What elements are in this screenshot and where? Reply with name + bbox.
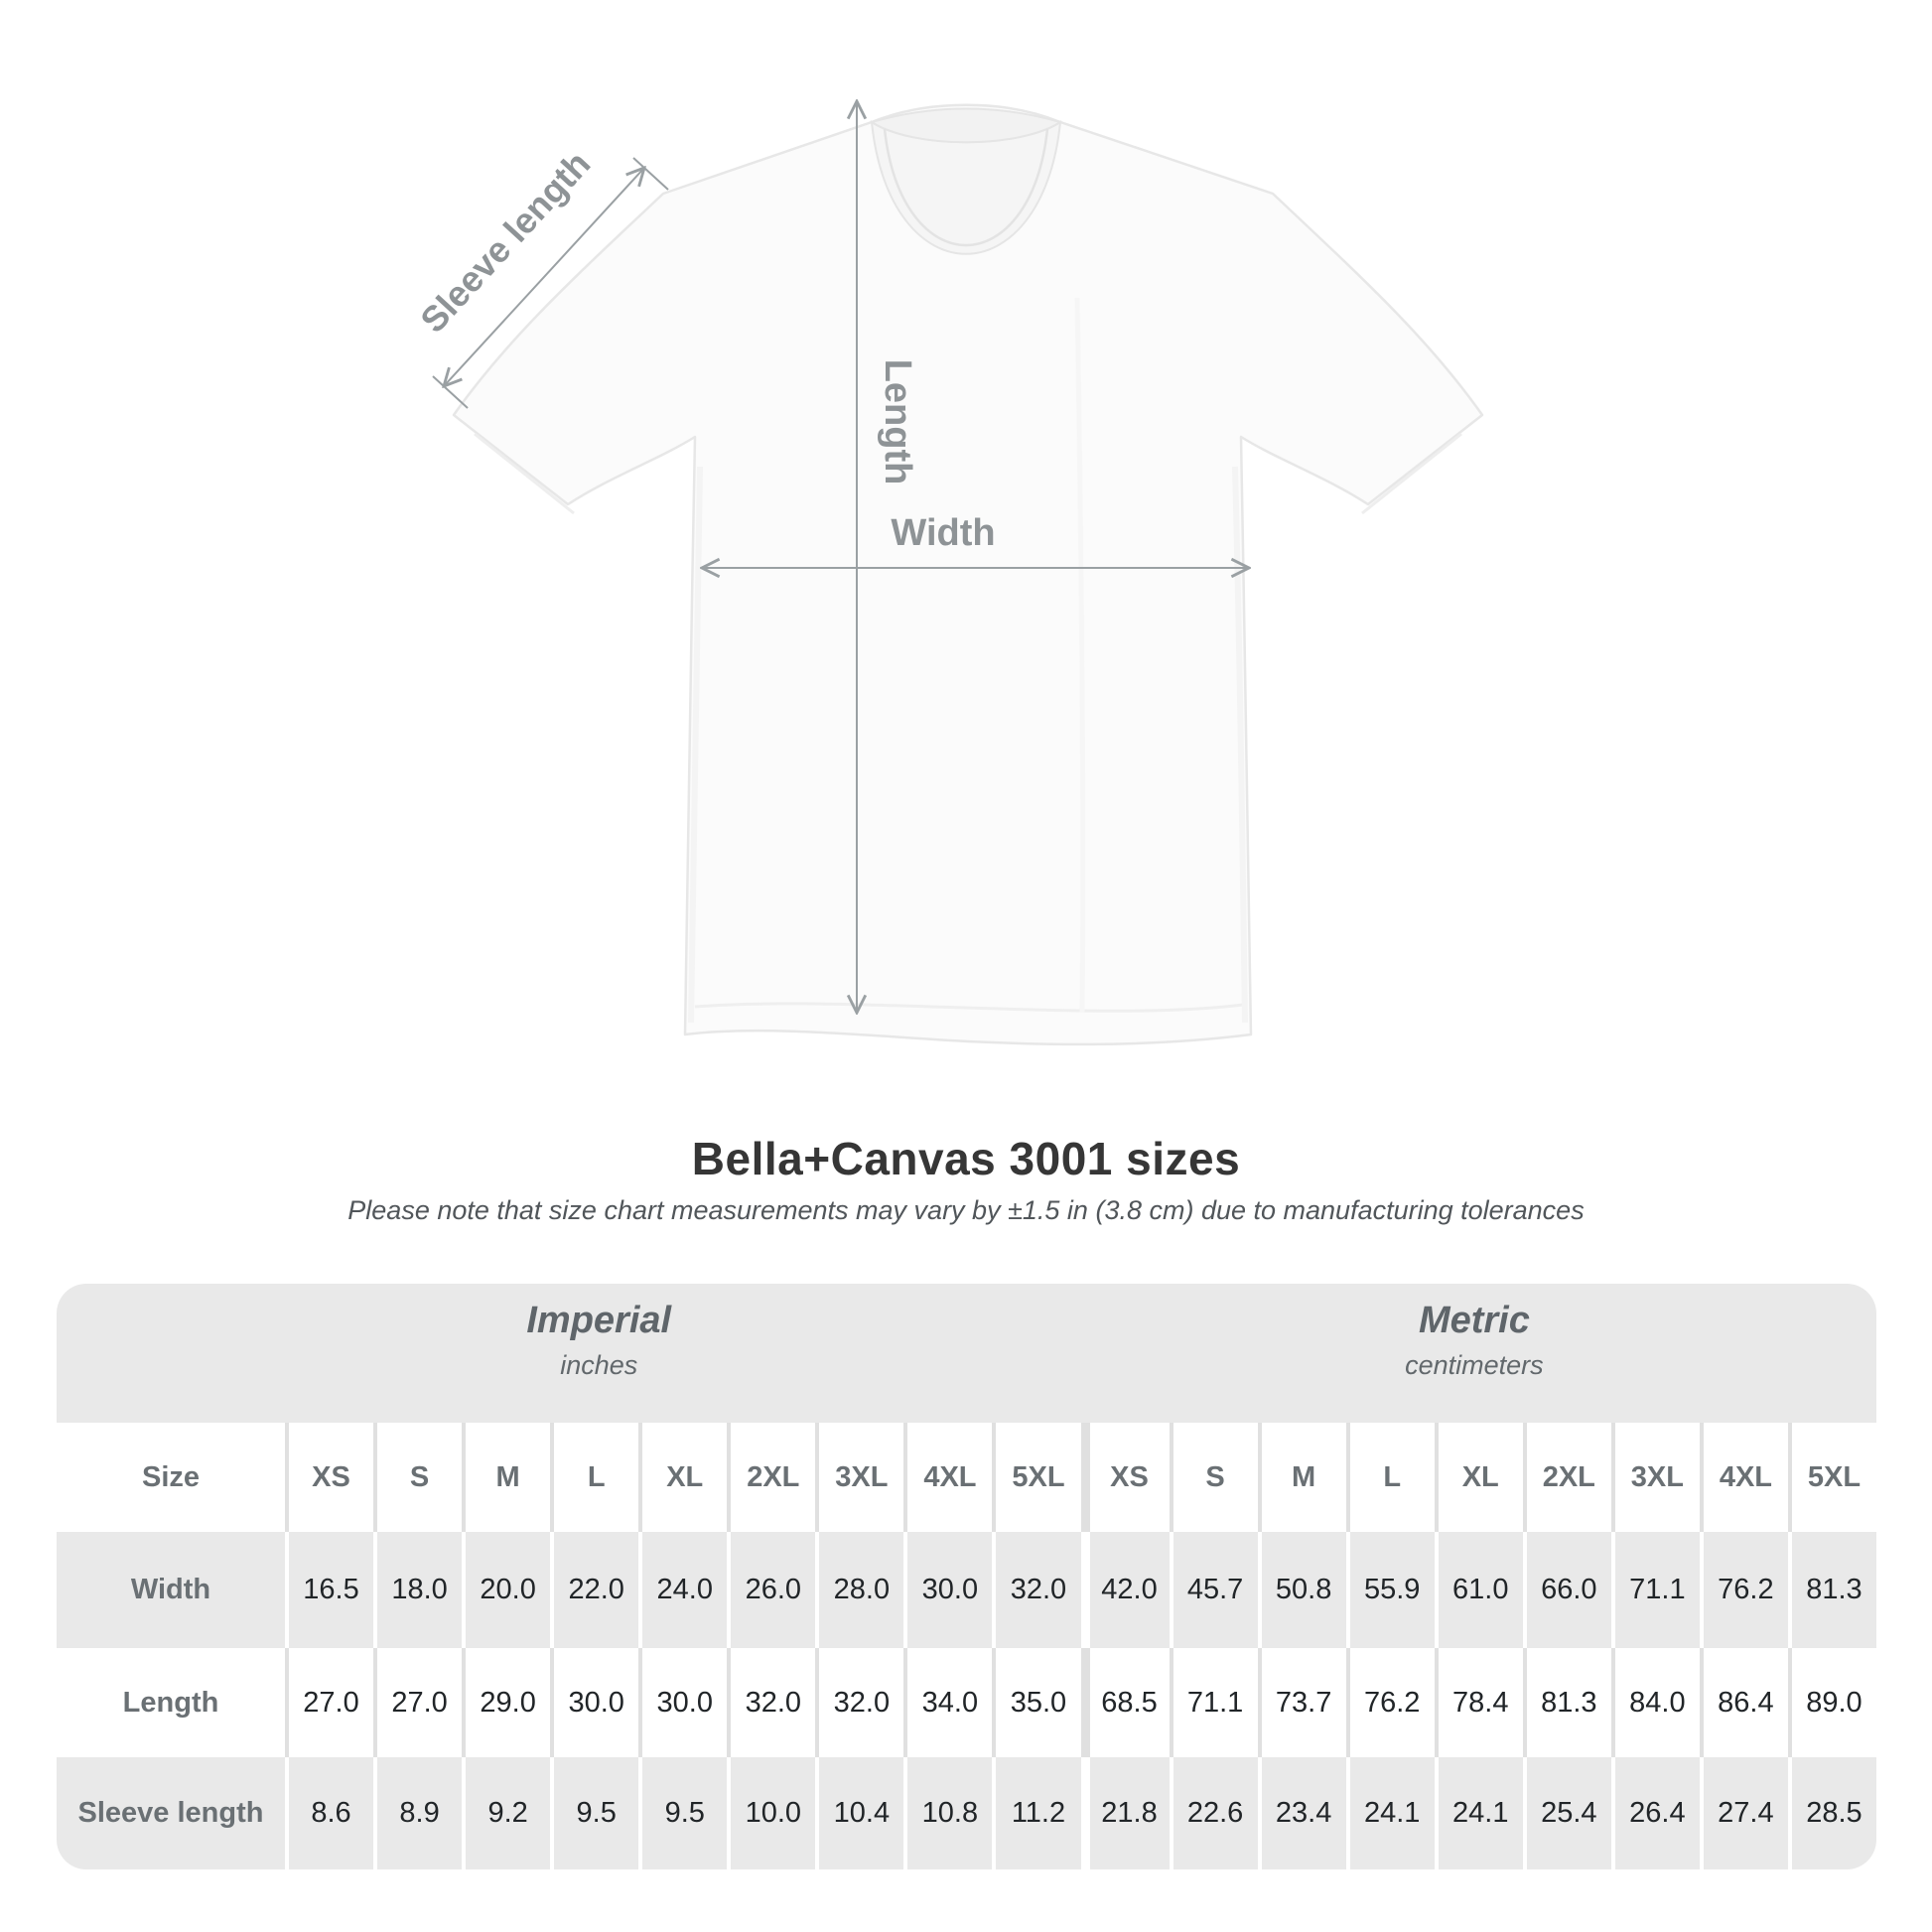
size-header-metric-4xl: 4XL (1700, 1423, 1788, 1532)
page-title: Bella+Canvas 3001 sizes (691, 1133, 1241, 1184)
size-column-header: Size (57, 1423, 285, 1532)
size-header-imperial-2xl: 2XL (727, 1423, 815, 1532)
width-imperial-4xl: 30.0 (903, 1532, 992, 1648)
sleeve-imperial-4xl: 10.8 (903, 1757, 992, 1869)
length-metric-4xl: 86.4 (1700, 1648, 1788, 1757)
metric-unit: centimeters (1405, 1350, 1544, 1380)
sleeve-metric-l: 24.1 (1346, 1757, 1435, 1869)
sleeve-metric-3xl: 26.4 (1611, 1757, 1700, 1869)
imperial-section-header (526, 1298, 671, 1382)
width-metric-l: 55.9 (1346, 1532, 1435, 1648)
length-imperial-5xl: 35.0 (992, 1648, 1080, 1757)
size-header-imperial-s: S (373, 1423, 462, 1532)
length-imperial-m: 29.0 (462, 1648, 550, 1757)
size-header-metric-2xl: 2XL (1523, 1423, 1611, 1532)
sleeve-imperial-xl: 9.5 (638, 1757, 727, 1869)
sleeve-imperial-s: 8.9 (373, 1757, 462, 1869)
metric-title: Metric (1418, 1300, 1530, 1341)
width-imperial-m: 20.0 (462, 1532, 550, 1648)
size-header-imperial-3xl: 3XL (815, 1423, 903, 1532)
size-header-imperial-m: M (462, 1423, 550, 1532)
size-table (57, 1284, 1876, 1869)
length-metric-s: 71.1 (1170, 1648, 1258, 1757)
length-imperial-2xl: 32.0 (727, 1648, 815, 1757)
sleeve-metric-2xl: 25.4 (1523, 1757, 1611, 1869)
sleeve-imperial-m: 9.2 (462, 1757, 550, 1869)
width-imperial-2xl: 26.0 (727, 1532, 815, 1648)
length-metric-xs: 68.5 (1081, 1648, 1170, 1757)
width-metric-5xl: 81.3 (1788, 1532, 1876, 1648)
width-imperial-xs: 16.5 (285, 1532, 373, 1648)
size-header-metric-s: S (1170, 1423, 1258, 1532)
size-header-imperial-xs: XS (285, 1423, 373, 1532)
width-imperial-xl: 24.0 (638, 1532, 727, 1648)
sleeve-metric-5xl: 28.5 (1788, 1757, 1876, 1869)
width-metric-3xl: 71.1 (1611, 1532, 1700, 1648)
sleeve-metric-xs: 21.8 (1081, 1757, 1170, 1869)
length-imperial-xs: 27.0 (285, 1648, 373, 1757)
size-header-metric-l: L (1346, 1423, 1435, 1532)
size-header-imperial-5xl: 5XL (992, 1423, 1080, 1532)
imperial-title: Imperial (526, 1300, 672, 1341)
sleeve-metric-m: 23.4 (1258, 1757, 1346, 1869)
width-imperial-s: 18.0 (373, 1532, 462, 1648)
size-header-metric-xl: XL (1435, 1423, 1523, 1532)
length-imperial-xl: 30.0 (638, 1648, 727, 1757)
length-metric-l: 76.2 (1346, 1648, 1435, 1757)
length-imperial-4xl: 34.0 (903, 1648, 992, 1757)
width-metric-4xl: 76.2 (1700, 1532, 1788, 1648)
sleeve-imperial-xs: 8.6 (285, 1757, 373, 1869)
length-metric-5xl: 89.0 (1788, 1648, 1876, 1757)
sleeve-length-label: Sleeve length (412, 143, 599, 341)
width-metric-s: 45.7 (1170, 1532, 1258, 1648)
length-imperial-l: 30.0 (550, 1648, 638, 1757)
size-header-metric-3xl: 3XL (1611, 1423, 1700, 1532)
imperial-unit: inches (560, 1350, 638, 1380)
row-label-width: Width (57, 1532, 285, 1648)
sleeve-metric-s: 22.6 (1170, 1757, 1258, 1869)
sleeve-imperial-5xl: 11.2 (992, 1757, 1080, 1869)
size-header-metric-5xl: 5XL (1788, 1423, 1876, 1532)
sleeve-imperial-2xl: 10.0 (727, 1757, 815, 1869)
length-metric-3xl: 84.0 (1611, 1648, 1700, 1757)
size-header-imperial-l: L (550, 1423, 638, 1532)
width-imperial-5xl: 32.0 (992, 1532, 1080, 1648)
size-header-metric-xs: XS (1081, 1423, 1170, 1532)
length-imperial-3xl: 32.0 (815, 1648, 903, 1757)
sleeve-metric-4xl: 27.4 (1700, 1757, 1788, 1869)
length-label: Length (877, 358, 918, 485)
row-label-sleeve-length: Sleeve length (57, 1757, 285, 1869)
unit-header-band (57, 1284, 1876, 1423)
width-imperial-l: 22.0 (550, 1532, 638, 1648)
width-metric-2xl: 66.0 (1523, 1532, 1611, 1648)
size-header-imperial-xl: XL (638, 1423, 727, 1532)
width-label: Width (891, 512, 996, 554)
width-imperial-3xl: 28.0 (815, 1532, 903, 1648)
length-metric-2xl: 81.3 (1523, 1648, 1611, 1757)
length-metric-m: 73.7 (1258, 1648, 1346, 1757)
length-imperial-s: 27.0 (373, 1648, 462, 1757)
row-label-length: Length (57, 1648, 285, 1757)
sleeve-arrow-tick-bottom (433, 376, 468, 408)
page-subtitle: Please note that size chart measurements may vary by ±1.5 in (3.8 cm) due to manufacturing tolerances (347, 1195, 1585, 1225)
width-metric-m: 50.8 (1258, 1532, 1346, 1648)
size-header-imperial-4xl: 4XL (903, 1423, 992, 1532)
width-metric-xs: 42.0 (1081, 1532, 1170, 1648)
sleeve-imperial-3xl: 10.4 (815, 1757, 903, 1869)
size-header-metric-m: M (1258, 1423, 1346, 1532)
sleeve-metric-xl: 24.1 (1435, 1757, 1523, 1869)
sleeve-imperial-l: 9.5 (550, 1757, 638, 1869)
length-metric-xl: 78.4 (1435, 1648, 1523, 1757)
width-metric-xl: 61.0 (1435, 1532, 1523, 1648)
metric-section-header (1405, 1298, 1544, 1382)
